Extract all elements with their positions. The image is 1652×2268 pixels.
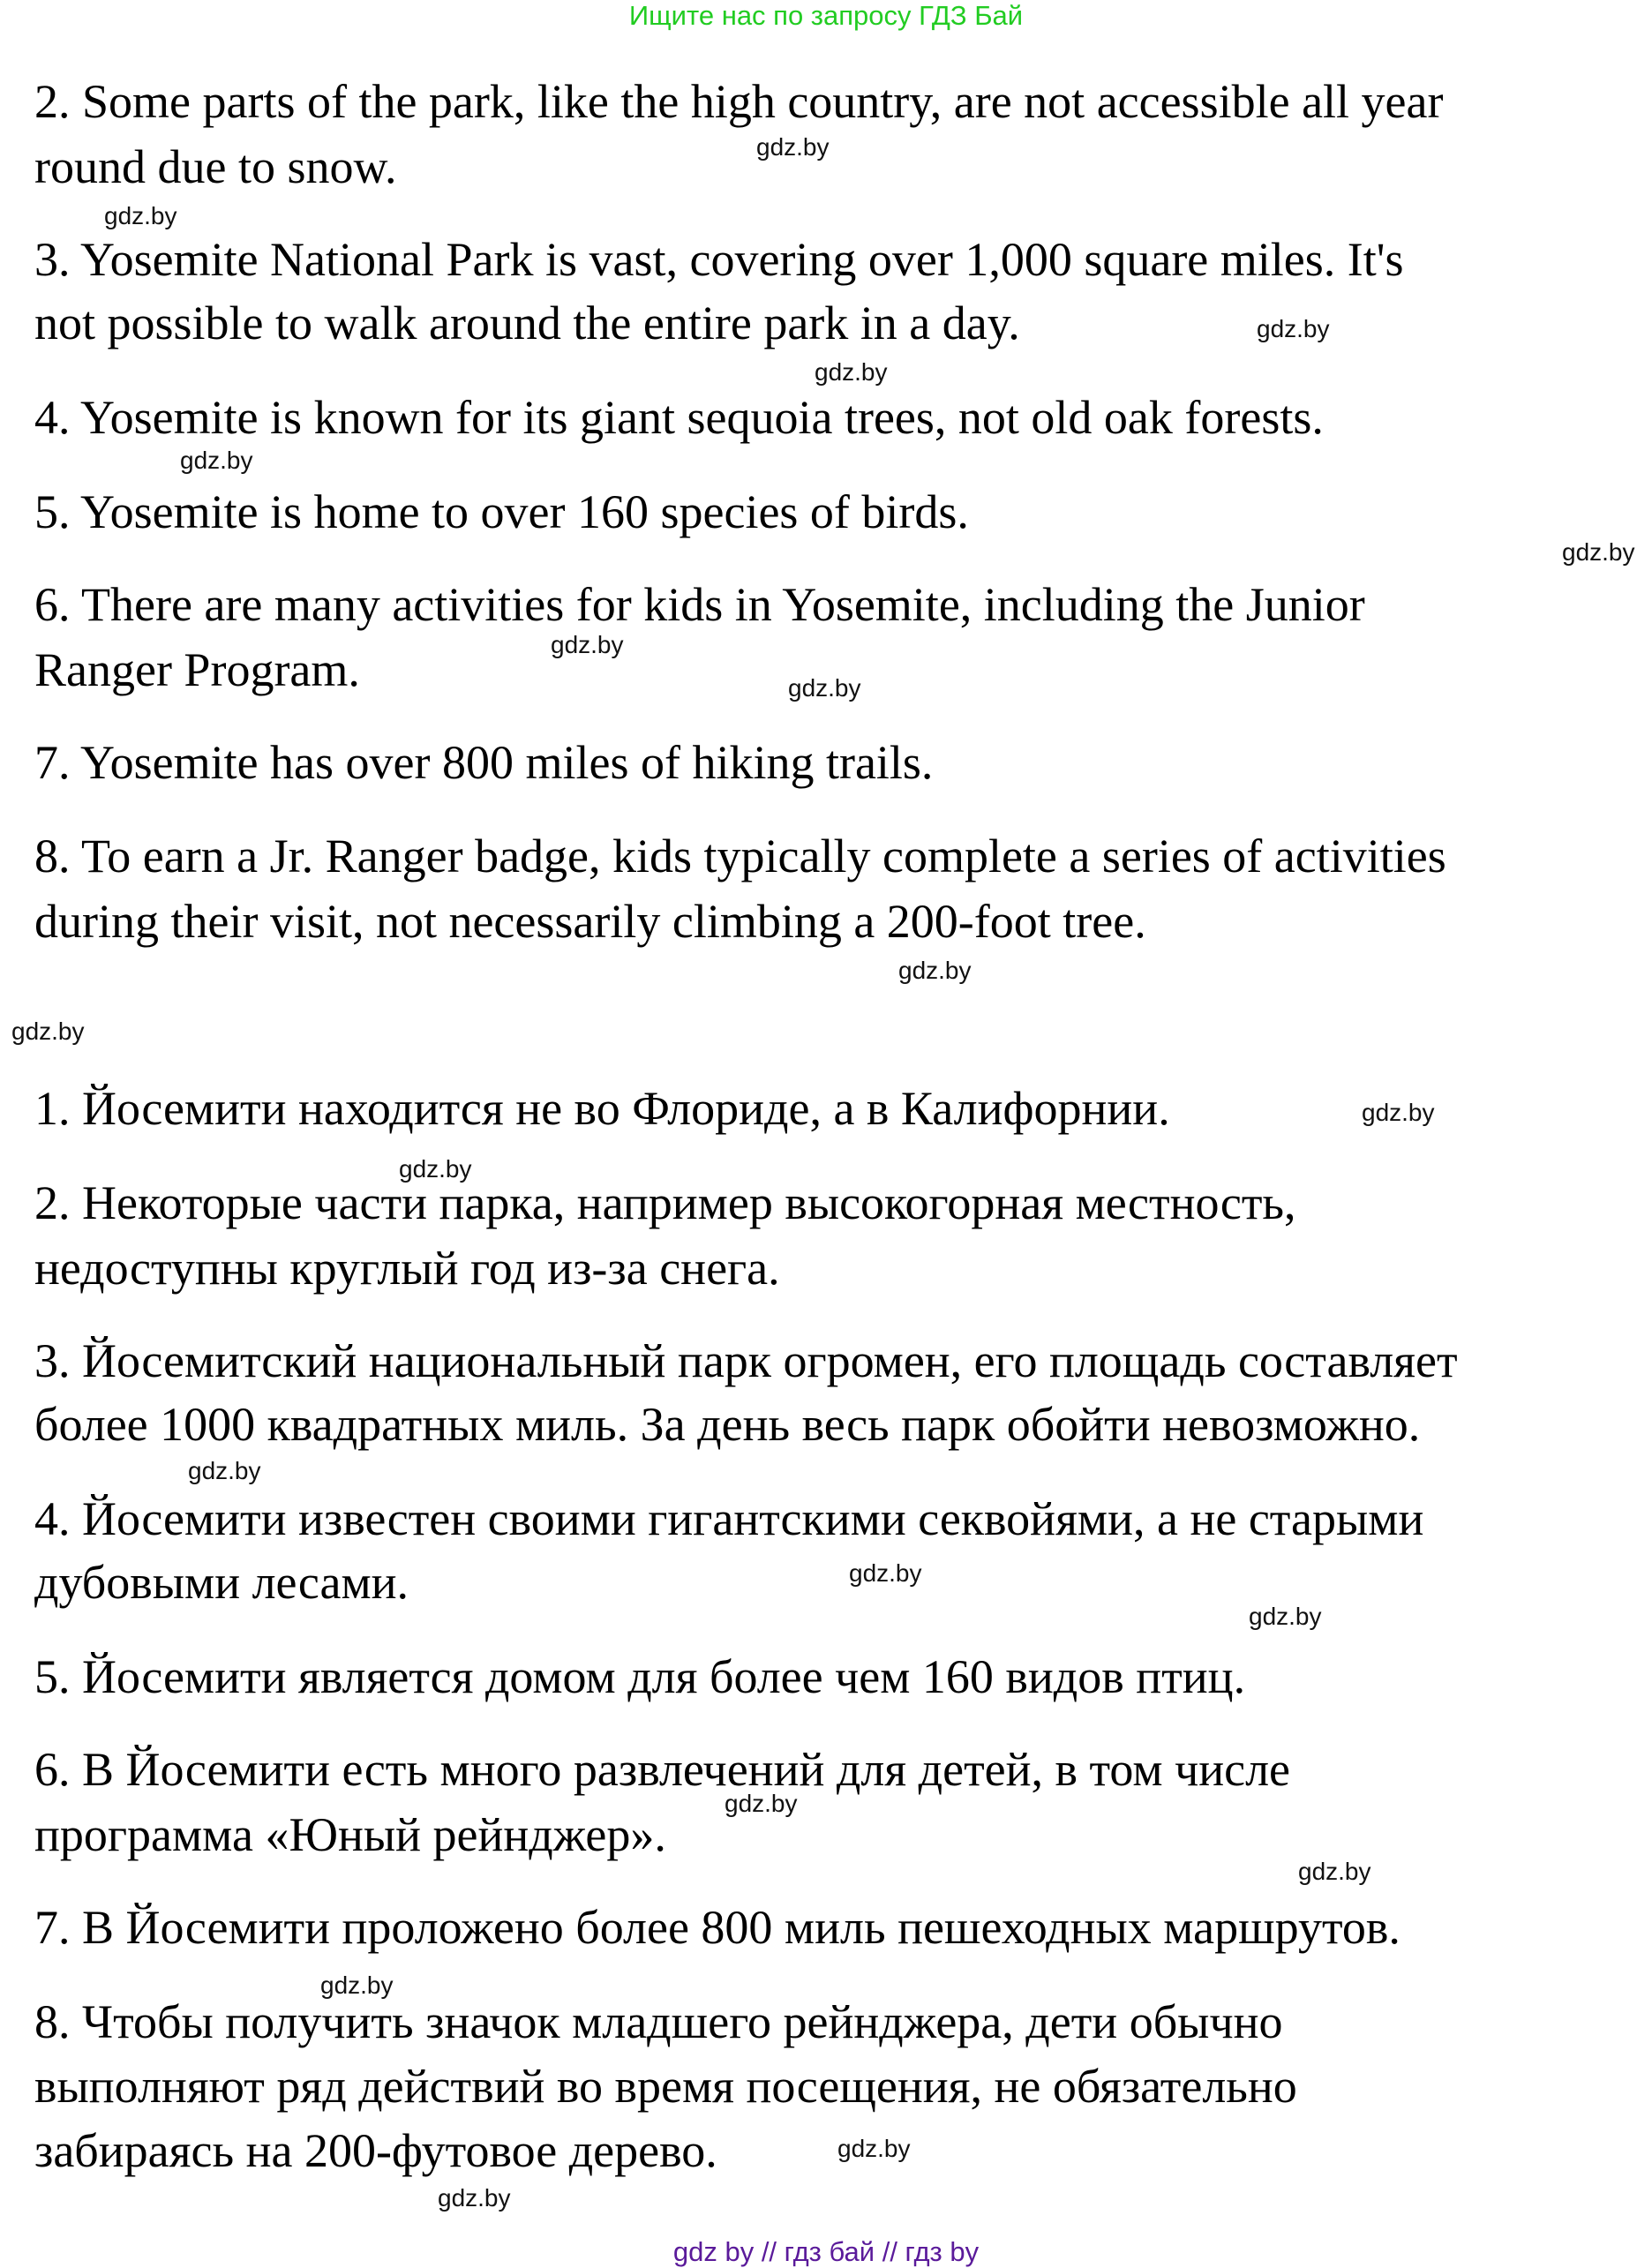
watermark-label: gdz.by (1562, 538, 1635, 566)
english-answer-line: 6. There are many activities for kids in Yosemite, including the Junior (34, 578, 1365, 631)
watermark-label: gdz.by (849, 1559, 922, 1587)
watermark-label: gdz.by (788, 674, 861, 702)
english-answer-line: 2. Some parts of the park, like the high country, are not accessible all year (34, 75, 1444, 128)
russian-translation-line: программа «Юный рейнджер». (34, 1808, 666, 1861)
russian-translation-line: 3. Йосемитский национальный парк огромен, его площадь составляет (34, 1334, 1458, 1387)
russian-translation-line: 2. Некоторые части парка, например высокогорная местность, (34, 1176, 1296, 1229)
watermark-label: gdz.by (399, 1155, 472, 1183)
search-hint-banner: Ищите нас по запросу ГДЗ Бай (628, 0, 1024, 31)
russian-translation-line: 7. В Йосемити проложено более 800 миль пешеходных маршрутов. (34, 1901, 1400, 1954)
watermark-label: gdz.by (898, 957, 972, 984)
watermark-label: gdz.by (188, 1457, 261, 1484)
english-answer-line: 5. Yosemite is home to over 160 species of birds. (34, 485, 969, 538)
russian-translation-line: 6. В Йосемити есть много развлечений для детей, в том числе (34, 1743, 1291, 1796)
watermark-label: gdz.by (438, 2184, 511, 2212)
russian-translation-line: 4. Йосемити известен своими гигантскими секвойями, а не старыми (34, 1492, 1424, 1545)
watermark-label: gdz.by (180, 447, 253, 474)
english-answer-line: Ranger Program. (34, 643, 360, 696)
watermark-label: gdz.by (837, 2135, 911, 2162)
russian-translation-line: недоступны круглый год из-за снега. (34, 1242, 780, 1295)
english-answer-line: not possible to walk around the entire park in a day. (34, 297, 1020, 349)
watermark-label: gdz.by (815, 358, 888, 386)
russian-translation-line: 1. Йосемити находится не во Флориде, а в Калифорнии. (34, 1082, 1170, 1135)
russian-translation-line: 5. Йосемити является домом для более чем 160 видов птиц. (34, 1650, 1246, 1703)
english-answer-line: 4. Yosemite is known for its giant sequoia trees, not old oak forests. (34, 391, 1324, 444)
english-answer-line: 8. To earn a Jr. Ranger badge, kids typically complete a series of activities (34, 830, 1446, 882)
russian-translation-line: 8. Чтобы получить значок младшего рейнджера, дети обычно (34, 1995, 1283, 2048)
russian-translation-line: дубовыми лесами. (34, 1556, 409, 1609)
watermark-label: gdz.by (756, 133, 830, 161)
watermark-label: gdz.by (1362, 1099, 1435, 1126)
english-answer-line: during their visit, not necessarily climbing a 200-foot tree. (34, 895, 1146, 948)
watermark-label: gdz.by (1249, 1603, 1322, 1630)
watermark-label: gdz.by (104, 202, 177, 229)
watermark-label: gdz.by (1298, 1858, 1371, 1885)
english-answer-line: 3. Yosemite National Park is vast, covering over 1,000 square miles. It's (34, 233, 1404, 286)
russian-translation-line: выполняют ряд действий во время посещения, не обязательно (34, 2060, 1297, 2113)
footer-links[interactable]: gdz by // гдз бай // гдз by (672, 2236, 980, 2267)
watermark-label: gdz.by (725, 1790, 798, 1817)
watermark-label: gdz.by (1257, 315, 1330, 342)
watermark-label: gdz.by (551, 631, 624, 658)
russian-translation-line: более 1000 квадратных миль. За день весь парк обойти невозможно. (34, 1398, 1421, 1451)
russian-translation-line: забираясь на 200-футовое дерево. (34, 2124, 717, 2177)
watermark-label: gdz.by (11, 1018, 85, 1045)
english-answer-line: 7. Yosemite has over 800 miles of hiking trails. (34, 736, 934, 789)
english-answer-line: round due to snow. (34, 140, 397, 193)
watermark-label: gdz.by (320, 1971, 394, 1999)
